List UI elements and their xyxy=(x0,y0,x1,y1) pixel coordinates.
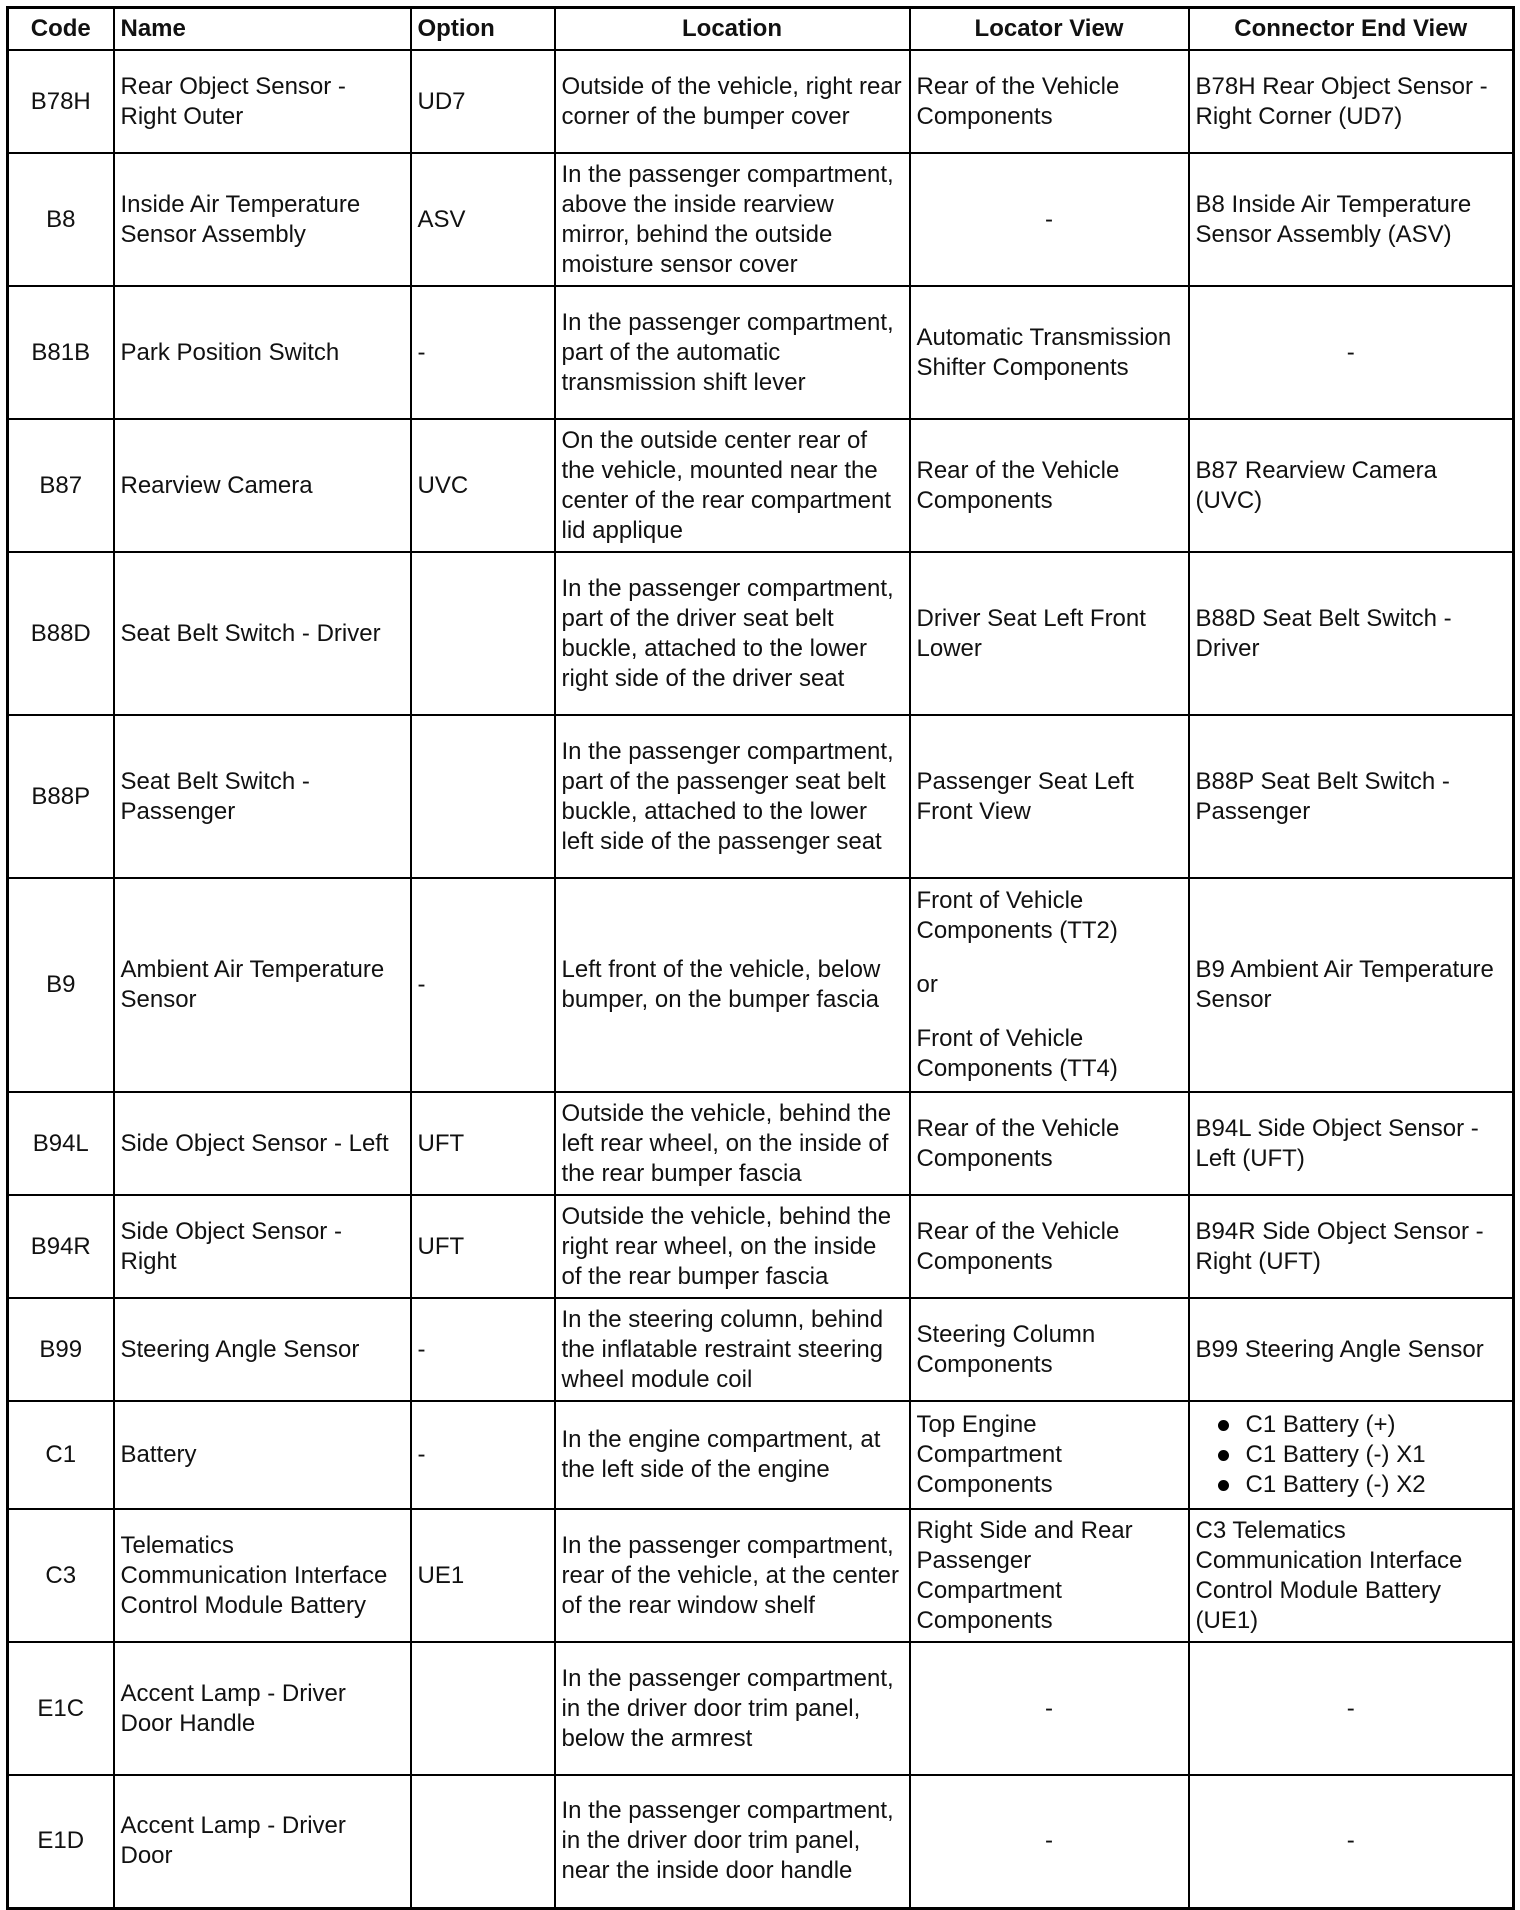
cell-location: On the outside center rear of the vehicle, mounted near the center of the rear compartment lid applique xyxy=(555,419,910,552)
cell-location: Outside of the vehicle, right rear corner of the bumper cover xyxy=(555,50,910,153)
header-row xyxy=(8,8,1514,51)
cell-code: C3 xyxy=(8,1509,114,1642)
bullet-icon xyxy=(1218,1450,1229,1461)
cell-name: Inside Air Temperature Sensor Assembly xyxy=(114,153,411,286)
cell-connector-end-view: B99 Steering Angle Sensor xyxy=(1189,1298,1514,1401)
cell-code: B94R xyxy=(8,1195,114,1298)
cell-connector-end-view: - xyxy=(1189,286,1514,419)
cell-option: UFT xyxy=(411,1195,555,1298)
cell-location: In the passenger compartment, in the driver door trim panel, near the inside door handle xyxy=(555,1775,910,1908)
table-row xyxy=(8,50,1514,153)
cell-location: Outside the vehicle, behind the left rear wheel, on the inside of the rear bumper fascia xyxy=(555,1092,910,1195)
cell-option xyxy=(411,552,555,715)
table-row xyxy=(8,552,1514,715)
cell-locator-view: Automatic Transmission Shifter Components xyxy=(910,286,1189,419)
cell-code: B88P xyxy=(8,715,114,878)
table-row xyxy=(8,1642,1514,1775)
cell-locator-view: Steering Column Components xyxy=(910,1298,1189,1401)
cell-locator-view: Driver Seat Left Front Lower xyxy=(910,552,1189,715)
cell-connector-end-view xyxy=(1189,1401,1514,1509)
cell-name: Rear Object Sensor - Right Outer xyxy=(114,50,411,153)
cell-option: - xyxy=(411,1298,555,1401)
cell-location: Left front of the vehicle, below bumper, on the bumper fascia xyxy=(555,878,910,1092)
cell-locator-view: Right Side and Rear Passenger Compartment Components xyxy=(910,1509,1189,1642)
connector-item-label: C1 Battery (-) X1 xyxy=(1245,1441,1426,1468)
table-row xyxy=(8,419,1514,552)
cell-connector-end-view: C3 Telematics Communication Interface Control Module Battery (UE1) xyxy=(1189,1509,1514,1642)
cell-option: UD7 xyxy=(411,50,555,153)
cell-code: B9 xyxy=(8,878,114,1092)
cell-name: Rearview Camera xyxy=(114,419,411,552)
cell-name: Accent Lamp - Driver Door Handle xyxy=(114,1642,411,1775)
cell-connector-end-view: B9 Ambient Air Temperature Sensor xyxy=(1189,878,1514,1092)
table-row xyxy=(8,715,1514,878)
cell-option: - xyxy=(411,878,555,1092)
connector-item-label: C1 Battery (+) xyxy=(1245,1411,1396,1438)
component-locator-table-wrap xyxy=(6,6,1512,1910)
cell-location: In the steering column, behind the inflatable restraint steering wheel module coil xyxy=(555,1298,910,1401)
locator-view-part: or xyxy=(916,971,938,998)
cell-name: Park Position Switch xyxy=(114,286,411,419)
cell-option: UE1 xyxy=(411,1509,555,1642)
cell-locator-view: - xyxy=(910,1775,1189,1908)
cell-location: In the passenger compartment, part of the driver seat belt buckle, attached to the lower right side of the driver seat xyxy=(555,552,910,715)
cell-option xyxy=(411,1642,555,1775)
cell-code: B94L xyxy=(8,1092,114,1195)
header-locator-view: Locator View xyxy=(910,8,1189,51)
cell-name: Battery xyxy=(114,1401,411,1509)
cell-name: Ambient Air Temperature Sensor xyxy=(114,878,411,1092)
cell-locator-view: - xyxy=(910,1642,1189,1775)
cell-location: In the passenger compartment, part of the passenger seat belt buckle, attached to the lower left side of the passenger seat xyxy=(555,715,910,878)
cell-locator-view: Rear of the Vehicle Components xyxy=(910,50,1189,153)
cell-connector-end-view: B8 Inside Air Temperature Sensor Assembly (ASV) xyxy=(1189,153,1514,286)
cell-connector-end-view: - xyxy=(1189,1775,1514,1908)
table-row xyxy=(8,1092,1514,1195)
cell-name: Side Object Sensor - Left xyxy=(114,1092,411,1195)
cell-location: Outside the vehicle, behind the right rear wheel, on the inside of the rear bumper fascia xyxy=(555,1195,910,1298)
cell-location: In the engine compartment, at the left side of the engine xyxy=(555,1401,910,1509)
cell-name: Seat Belt Switch - Passenger xyxy=(114,715,411,878)
cell-code: B88D xyxy=(8,552,114,715)
locator-view-part: Front of Vehicle Components (TT2) xyxy=(916,887,1118,944)
cell-name: Side Object Sensor - Right xyxy=(114,1195,411,1298)
cell-connector-end-view: B94L Side Object Sensor - Left (UFT) xyxy=(1189,1092,1514,1195)
table-row xyxy=(8,153,1514,286)
component-locator-table xyxy=(6,6,1515,1910)
cell-locator-view: Rear of the Vehicle Components xyxy=(910,419,1189,552)
cell-locator-view: - xyxy=(910,153,1189,286)
cell-locator-view: Rear of the Vehicle Components xyxy=(910,1195,1189,1298)
cell-name: Seat Belt Switch - Driver xyxy=(114,552,411,715)
cell-code: E1D xyxy=(8,1775,114,1908)
cell-code: B8 xyxy=(8,153,114,286)
cell-name: Accent Lamp - Driver Door xyxy=(114,1775,411,1908)
list-item xyxy=(1218,1410,1507,1440)
cell-locator-view: Passenger Seat Left Front View xyxy=(910,715,1189,878)
table-row xyxy=(8,1298,1514,1401)
bullet-icon xyxy=(1218,1480,1229,1491)
cell-locator-view: Top Engine Compartment Components xyxy=(910,1401,1189,1509)
cell-location: In the passenger compartment, above the inside rearview mirror, behind the outside moisture sensor cover xyxy=(555,153,910,286)
cell-connector-end-view: B88D Seat Belt Switch - Driver xyxy=(1189,552,1514,715)
table-row xyxy=(8,878,1514,1092)
connector-list xyxy=(1196,1410,1507,1500)
list-item xyxy=(1218,1440,1507,1470)
cell-code: C1 xyxy=(8,1401,114,1509)
table-row xyxy=(8,1195,1514,1298)
cell-location: In the passenger compartment, rear of the vehicle, at the center of the rear window shelf xyxy=(555,1509,910,1642)
cell-option: UFT xyxy=(411,1092,555,1195)
table-row xyxy=(8,1509,1514,1642)
cell-code: B87 xyxy=(8,419,114,552)
cell-option xyxy=(411,715,555,878)
table-row xyxy=(8,286,1514,419)
cell-option: - xyxy=(411,286,555,419)
cell-name: Telematics Communication Interface Control Module Battery xyxy=(114,1509,411,1642)
header-connector-end-view: Connector End View xyxy=(1189,8,1514,51)
cell-locator-view xyxy=(910,878,1189,1092)
cell-locator-view: Rear of the Vehicle Components xyxy=(910,1092,1189,1195)
cell-option: UVC xyxy=(411,419,555,552)
cell-location: In the passenger compartment, in the driver door trim panel, below the armrest xyxy=(555,1642,910,1775)
locator-view-part: Front of Vehicle Components (TT4) xyxy=(916,1025,1118,1082)
header-code: Code xyxy=(8,8,114,51)
header-location: Location xyxy=(555,8,910,51)
cell-option: ASV xyxy=(411,153,555,286)
cell-code: B81B xyxy=(8,286,114,419)
cell-connector-end-view: B94R Side Object Sensor - Right (UFT) xyxy=(1189,1195,1514,1298)
cell-location: In the passenger compartment, part of the automatic transmission shift lever xyxy=(555,286,910,419)
cell-code: B78H xyxy=(8,50,114,153)
cell-connector-end-view: - xyxy=(1189,1642,1514,1775)
connector-item-label: C1 Battery (-) X2 xyxy=(1245,1471,1426,1498)
table-row xyxy=(8,1775,1514,1908)
list-item xyxy=(1218,1470,1507,1500)
cell-option: - xyxy=(411,1401,555,1509)
cell-code: B99 xyxy=(8,1298,114,1401)
table-row xyxy=(8,1401,1514,1509)
bullet-icon xyxy=(1218,1420,1229,1431)
cell-option xyxy=(411,1775,555,1908)
cell-connector-end-view: B87 Rearview Camera (UVC) xyxy=(1189,419,1514,552)
cell-code: E1C xyxy=(8,1642,114,1775)
header-name: Name xyxy=(114,8,411,51)
cell-connector-end-view: B78H Rear Object Sensor - Right Corner (UD7) xyxy=(1189,50,1514,153)
header-option: Option xyxy=(411,8,555,51)
cell-name: Steering Angle Sensor xyxy=(114,1298,411,1401)
cell-connector-end-view: B88P Seat Belt Switch - Passenger xyxy=(1189,715,1514,878)
